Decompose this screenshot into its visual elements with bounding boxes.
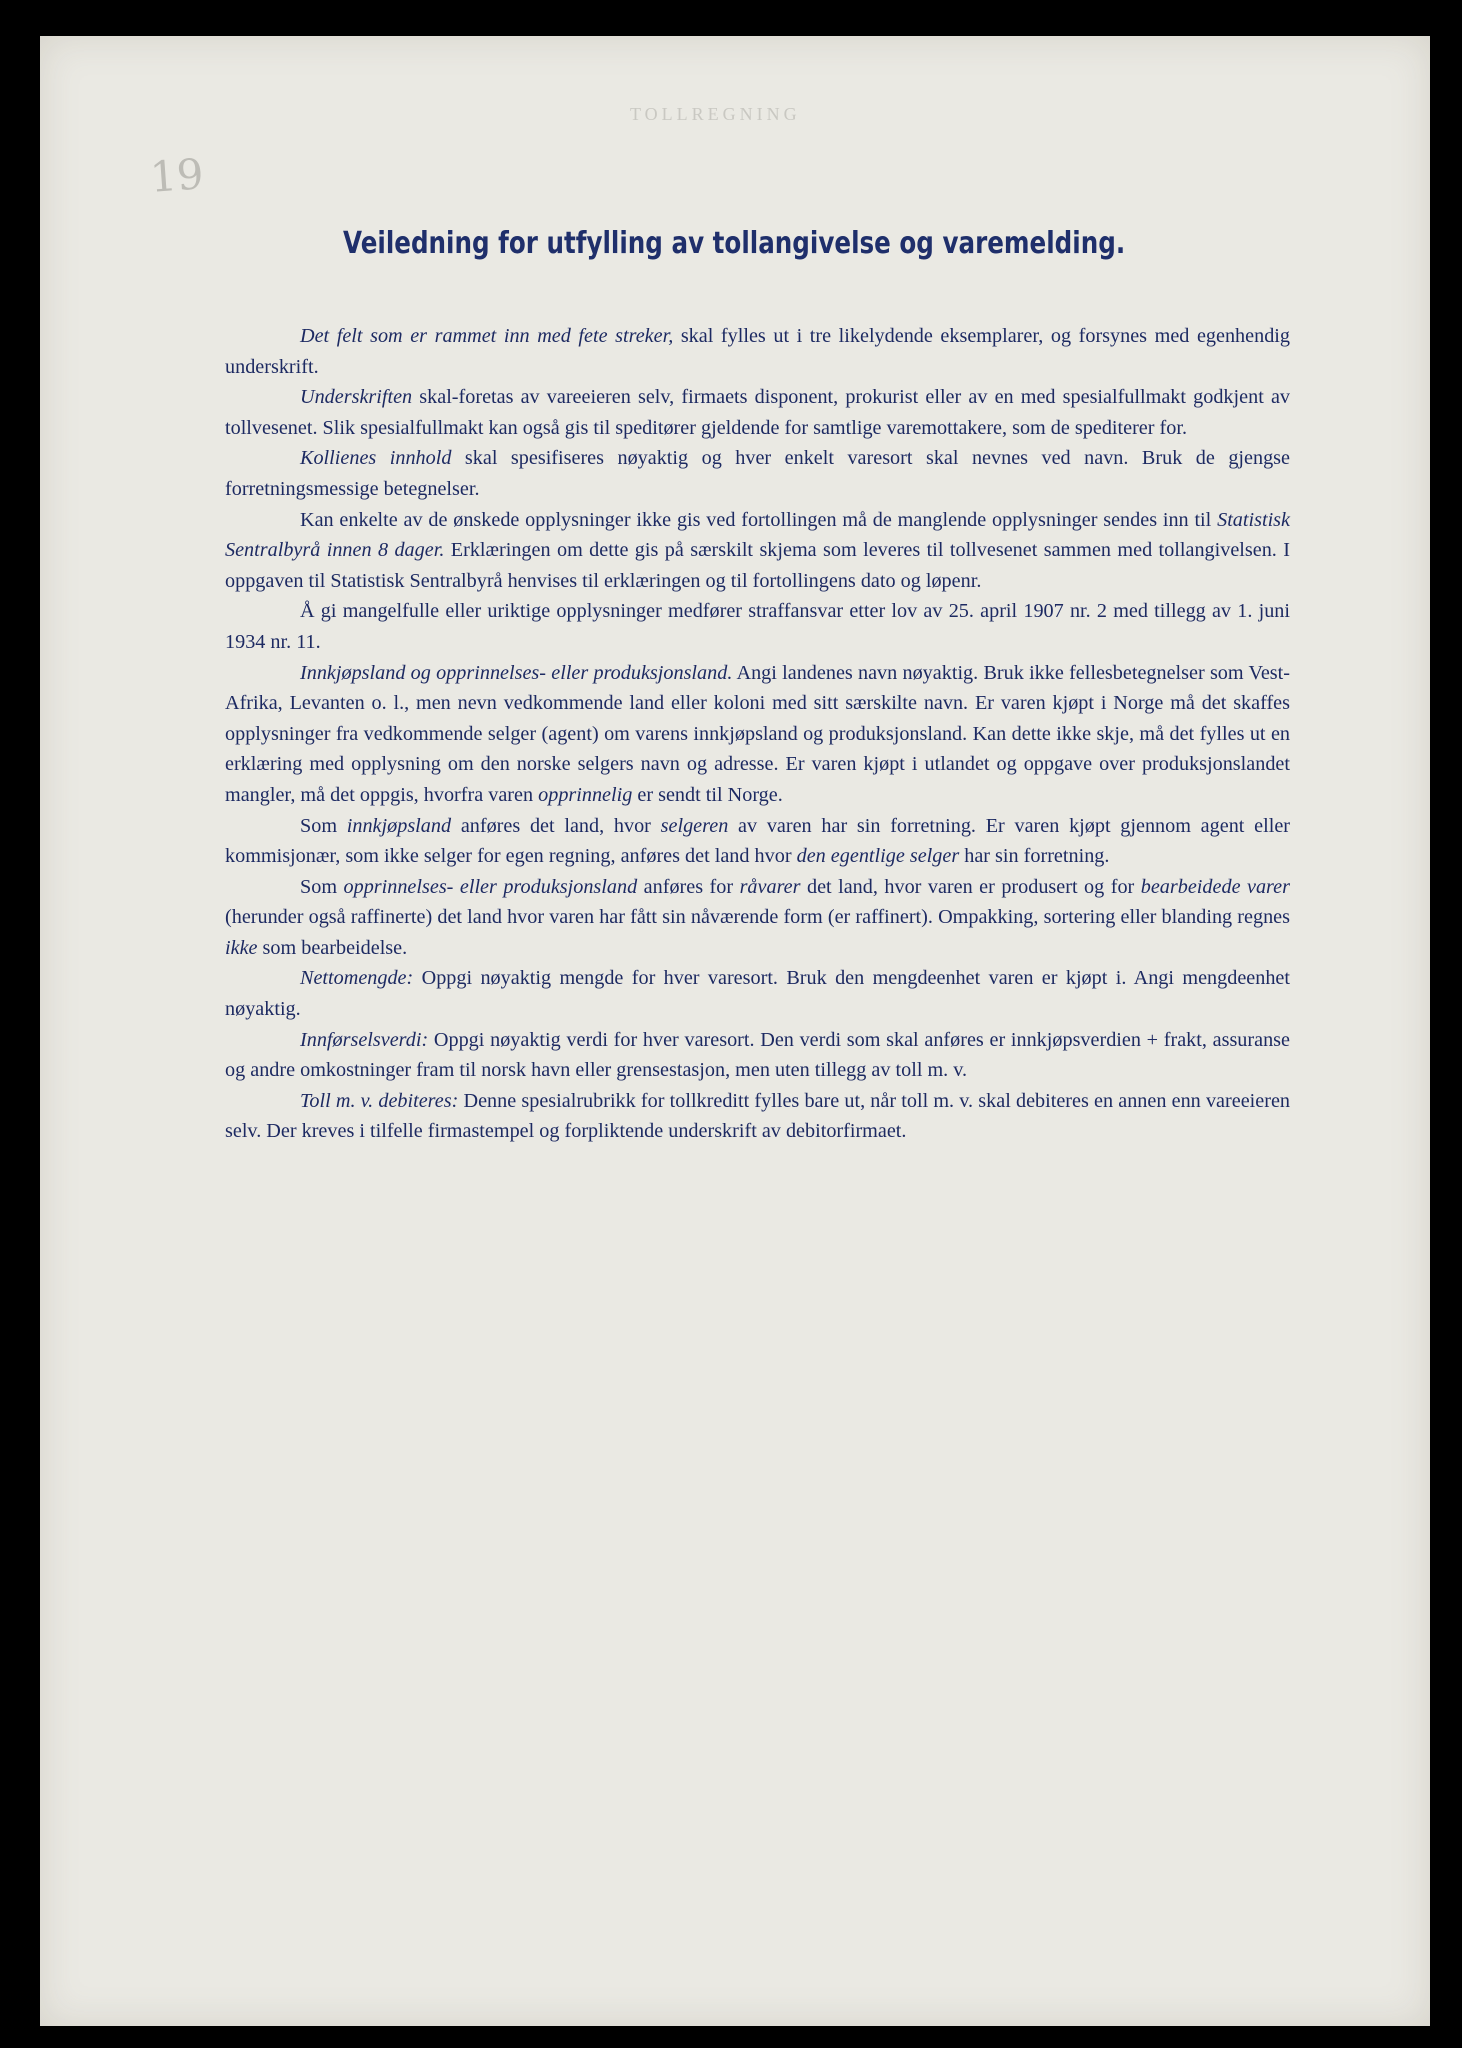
paragraph-lead: Innførselsverdi: xyxy=(300,1028,429,1051)
paragraph-emphasis: selgeren xyxy=(660,814,729,837)
paragraph-duty-debit xyxy=(225,1086,1290,1147)
paragraph-text: skal spesifiseres nøyaktig og hver enkelt varesort skal nevnes ved navn. Bruk de gjengse forretningsmessige betegnelser. xyxy=(225,447,1290,500)
paragraph-purchase-country xyxy=(225,811,1290,872)
paragraph-text: er sendt til Norge. xyxy=(632,783,783,806)
paragraph-emphasis: ikke xyxy=(225,936,258,959)
paragraph-text: Oppgi nøyaktig mengde for hver varesort. Bruk den mengdeenhet varen er kjøpt i. Angi mengdeenhet nøyaktig. xyxy=(225,967,1290,1021)
instruction-body xyxy=(225,321,1290,1147)
paragraph-text: skal-foretas av vareeieren selv, firmaets disponent, prokurist eller av en med spesialfullmakt godkjent av tollvesenet. Slik spesialfullmakt kan også gis til speditører gjeldende for samtlige varemottakere, som de spediterer for. xyxy=(225,386,1290,439)
paragraph-text: Oppgi nøyaktig verdi for hver varesort. Den verdi som skal anføres er innkjøpsverdien + frakt, assuranse og andre omkostninger fram til norsk havn eller grensestasjon, men uten tillegg av toll m. v. xyxy=(225,1028,1290,1082)
page-title: Veiledning for utfylling av tollangivelse og varemelding. xyxy=(343,226,1126,261)
paragraph-countries xyxy=(225,658,1290,811)
paragraph-framed-field xyxy=(225,321,1290,382)
paragraph-text: Kan enkelte av de ønskede opplysninger ikke gis ved fortollingen må de manglende opplysninger sendes inn til xyxy=(300,508,1218,531)
paragraph-package-contents xyxy=(225,443,1290,504)
paragraph-emphasis: råvarer xyxy=(739,875,801,898)
paragraph-penalty xyxy=(225,596,1290,657)
paragraph-text: Erklæringen om dette gis på særskilt skjema som leveres til tollvesenet sammen med tollangivelsen. I oppgaven til Statistisk Sentralbyrå henvises til erklæringen og til fortollingens dato og løpenr. xyxy=(225,539,1290,592)
paragraph-lead: Toll m. v. debiteres: xyxy=(300,1089,459,1112)
paragraph-emphasis: bearbeidede varer xyxy=(1140,875,1290,898)
paragraph-text: anføres for xyxy=(637,875,740,898)
paragraph-signature xyxy=(225,382,1290,443)
paragraph-text: Denne spesialrubrikk for tollkreditt fylles bare ut, når toll m. v. skal debiteres en annen enn vareeieren selv. Der kreves i tilfelle firmastempel og forpliktende underskrift av debitorfirmaet. xyxy=(225,1089,1290,1143)
paragraph-text: skal fylles ut i tre likelydende eksemplarer, og forsynes med egenhendig underskrift. xyxy=(225,325,1291,378)
paragraph-text: som bearbeidelse. xyxy=(257,936,408,959)
paragraph-text: Som xyxy=(300,814,347,837)
paragraph-origin-country xyxy=(225,872,1290,964)
paragraph-emphasis: innkjøpsland xyxy=(346,814,452,837)
paragraph-text: Å gi mangelfulle eller uriktige opplysninger medfører straffansvar etter lov av 25. april 1907 nr. 2 med tillegg av 1. juni 1934 nr. 11. xyxy=(225,600,1290,653)
paragraph-lead: Det felt som er rammet inn med fete streker, xyxy=(300,325,674,347)
paragraph-text: anføres det land, hvor xyxy=(451,814,661,837)
paragraph-net-quantity xyxy=(225,963,1290,1024)
paragraph-import-value xyxy=(225,1025,1290,1086)
paragraph-emphasis: Statistisk Sentralbyrå innen 8 dager. xyxy=(225,508,1290,562)
paragraph-text: har sin forretning. xyxy=(959,845,1110,868)
paragraph-lead: Kollienes innhold xyxy=(300,447,452,470)
document-page xyxy=(40,36,1430,2026)
paragraph-emphasis: opprinnelig xyxy=(538,783,633,806)
paragraph-emphasis: den egentlige selger xyxy=(796,845,960,868)
paragraph-text: Angi landenes navn nøyaktig. Bruk ikke fellesbetegnelser som Vest-Afrika, Levanten o. l., men nevn vedkommende land eller koloni med sitt særskilte navn. Er varen kjøpt i Norge må det skaffes opplysninger fra vedkommende selger (agent) om varens innkjøpsland og produksjonsland. Kan dette ikke skje, må det fylles ut en erklæring med opplysning om den norske selgers navn og adresse. Er varen kjøpt i utlandet og oppgave over produksjonslandet mangler, må det oppgis, hvorfra varen xyxy=(225,661,1290,806)
paragraph-text: (herunder også raffinerte) det land hvor varen har fått sin nåværende form (er raffinert). Ompakking, sortering eller blanding regnes xyxy=(225,906,1290,929)
paragraph-text: av varen har sin forretning. Er varen kjøpt gjennom agent eller kommisjonær, som ikke selger for egen regning, anføres det land hvor xyxy=(225,814,1290,868)
show-through-heading: TOLLREGNING xyxy=(630,104,801,124)
pencil-note: 19 xyxy=(148,149,206,202)
paragraph-text: Som xyxy=(300,875,344,898)
paragraph-missing-info xyxy=(225,505,1290,597)
paragraph-lead: Innkjøpsland og opprinnelses- eller produksjonsland. xyxy=(300,661,733,684)
paragraph-lead: Underskriften xyxy=(300,386,413,409)
paragraph-lead: Nettomengde: xyxy=(300,967,414,990)
paragraph-emphasis: opprinnelses- eller produksjonsland xyxy=(343,875,638,898)
paragraph-text: det land, hvor varen er produsert og for xyxy=(800,875,1141,898)
